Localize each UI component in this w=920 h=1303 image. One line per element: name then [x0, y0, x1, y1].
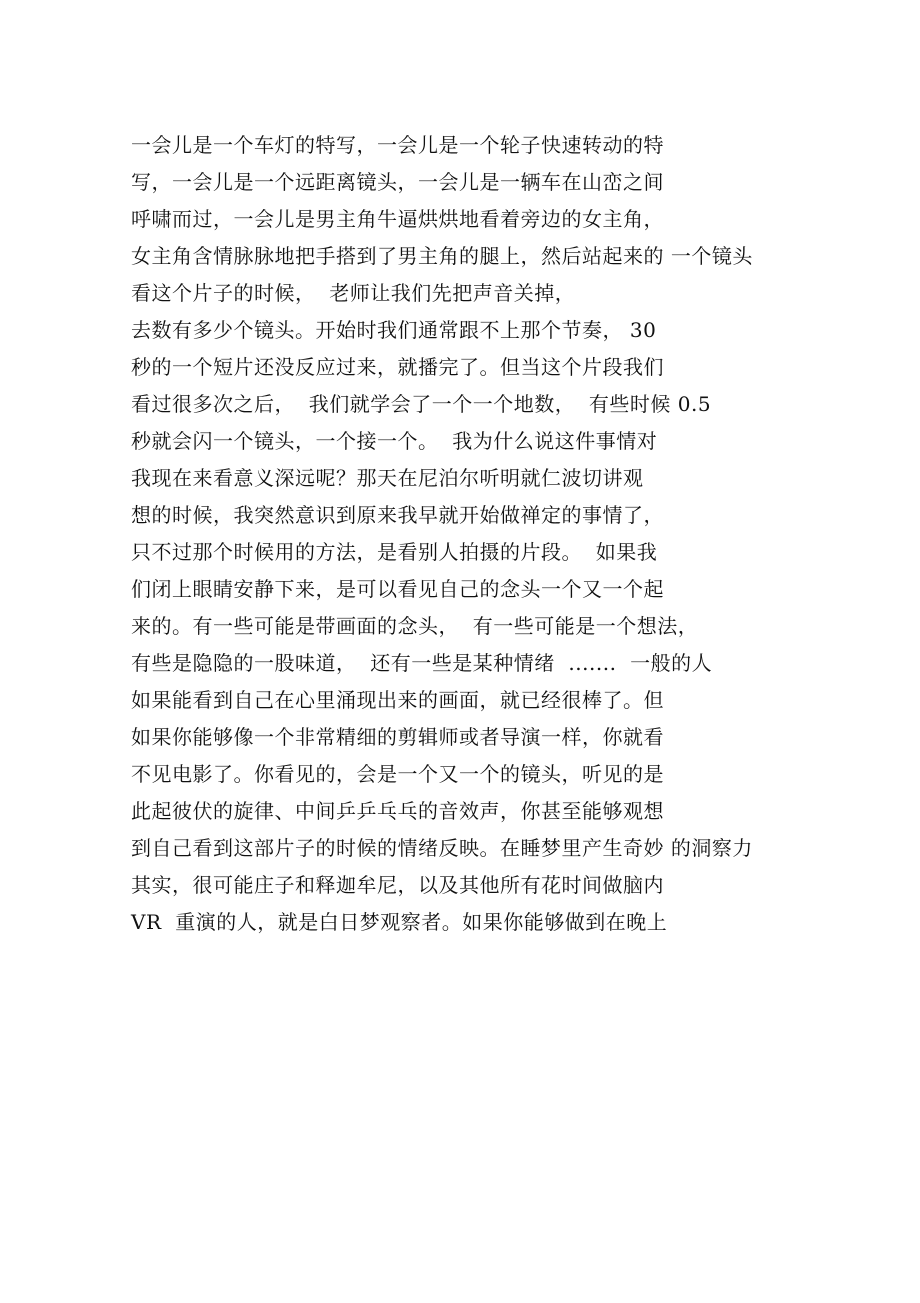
text-line: 看过很多次之后， 我们就学会了一个一个地数， 有些时候 0.5	[131, 392, 712, 416]
text-line: 如果你能够像一个非常精细的剪辑师或者导演一样，你就看	[131, 725, 664, 749]
text-line: 此起彼伏的旋律、中间乒乒乓乓的音效声，你甚至能够观想	[131, 799, 664, 823]
text-line: 不见电影了。你看见的，会是一个又一个的镜头，听见的是	[131, 762, 664, 786]
text-line: 去数有多少个镜头。开始时我们通常跟不上那个节奏， 30	[131, 318, 657, 342]
text-line: 们闭上眼睛安静下来，是可以看见自己的念头一个又一个起	[131, 577, 664, 601]
text-line: 秒就会闪一个镜头，一个接一个。 我为什么说这件事情对	[131, 429, 658, 453]
text-line: 看这个片子的时候， 老师让我们先把声音关掉，	[131, 281, 576, 305]
text-line: VR 重演的人，就是白日梦观察者。如果你能够做到在晚上	[131, 910, 668, 934]
text-line: 其实，很可能庄子和释迦牟尼，以及其他所有花时间做脑内	[131, 873, 664, 897]
text-line: 我现在来看意义深远呢？那天在尼泊尔听明就仁波切讲观	[131, 466, 644, 490]
text-line: 如果能看到自己在心里涌现出来的画面，就已经很棒了。但	[131, 688, 664, 712]
body-text	[131, 127, 891, 941]
text-line: 写，一会儿是一个远距离镜头，一会儿是一辆车在山峦之间	[131, 170, 664, 194]
text-line: 到自己看到这部片子的时候的情绪反映。在睡梦里产生奇妙 的洞察力	[131, 836, 753, 860]
text-line: 女主角含情脉脉地把手搭到了男主角的腿上，然后站起来的 一个镜头	[131, 244, 753, 268]
text-line: 只不过那个时候用的方法，是看别人拍摄的片段。 如果我	[131, 540, 658, 564]
text-line: 有些是隐隐的一股味道， 还有一些是某种情绪 ....... 一般的人	[131, 651, 713, 675]
text-line: 一会儿是一个车灯的特写，一会儿是一个轮子快速转动的特	[131, 133, 664, 157]
text-line: 想的时候，我突然意识到原来我早就开始做禅定的事情了，	[131, 503, 664, 527]
text-line: 秒的一个短片还没反应过来，就播完了。但当这个片段我们	[131, 355, 664, 379]
text-line: 呼啸而过，一会儿是男主角牛逼烘烘地看着旁边的女主角，	[131, 207, 664, 231]
text-line: 来的。有一些可能是带画面的念头， 有一些可能是一个想法，	[131, 614, 699, 638]
